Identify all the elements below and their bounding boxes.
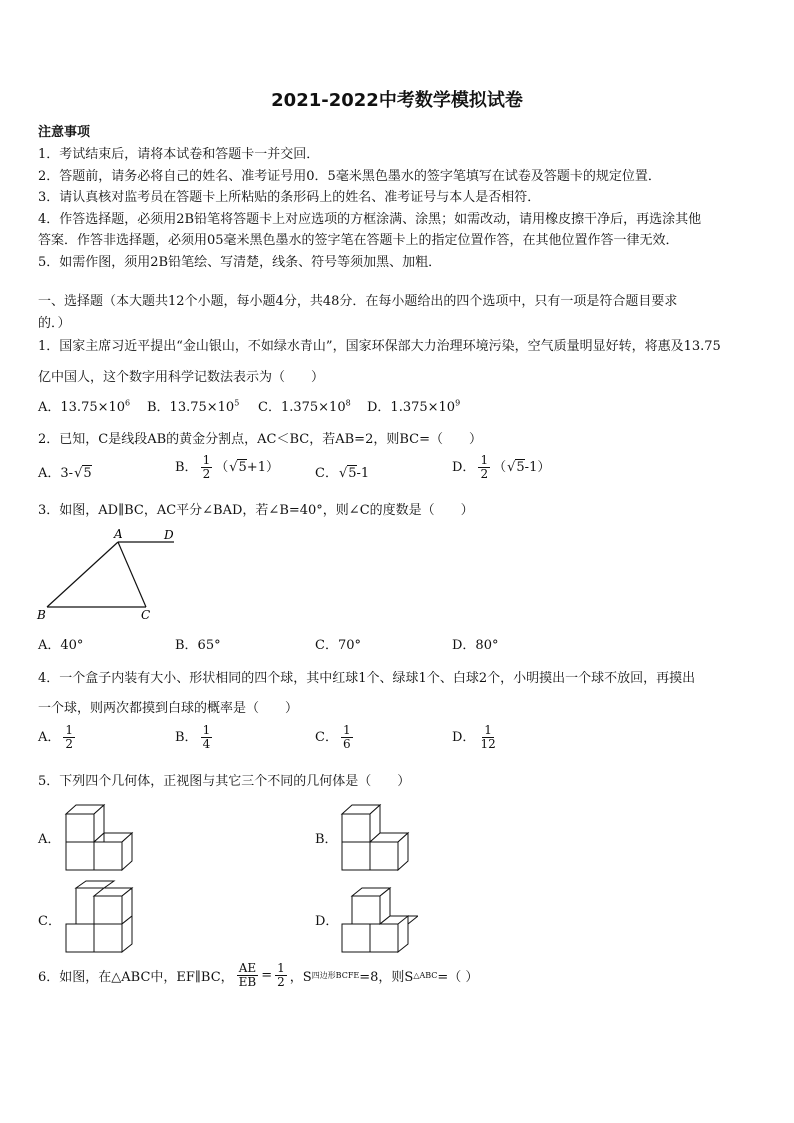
q1-stem-line2: 亿中国人，这个数字用科学记数法表示为（ ）: [38, 370, 325, 385]
q6-stem: 6．如图，在△ABC中，EF∥BC， $\frac{AE}{EB}$ = $\frac{1}{2}$ ，S 四边形BCFE =8，则S △ABC =（ ）: [38, 961, 479, 989]
q5-option-a-label[interactable]: A．: [38, 832, 61, 847]
q2-stem: 2．已知，C是线段AB的黄金分割点，AC＜BC，若AB=2，则BC=（ ）: [38, 432, 482, 447]
q5-figure-d: [338, 878, 418, 958]
notice-item-4: 4．作答选择题，必须用2B铅笔将答题卡上对应选项的方框涂满、涂黑；如需改动，请用橡皮擦干净后，再选涂其他: [38, 212, 702, 227]
section-heading-line1: 一、选择题（本大题共12个小题，每小题4分，共48分．在每小题给出的四个选项中，只有一项是符合题目要求: [38, 294, 678, 309]
q5-option-b-label[interactable]: B．: [315, 832, 338, 847]
q3-option-d[interactable]: D．80°: [452, 638, 499, 653]
q1-option-a[interactable]: A．$13.75\times 10^6$: [38, 398, 131, 415]
q3-label-a: A: [114, 527, 123, 541]
q5-stem: 5．下列四个几何体，正视图与其它三个不同的几何体是（ ）: [38, 774, 411, 789]
q2-option-d[interactable]: D． $\frac{1}{2}$ （√ 5-1）: [452, 454, 550, 481]
q4-option-d[interactable]: D． $\frac{1}{12}$: [452, 723, 496, 751]
q2-option-c[interactable]: C．√ 5-1: [315, 462, 369, 481]
q3-segment-ab: [47, 542, 118, 607]
q3-label-b: B: [37, 608, 46, 622]
q2-option-b[interactable]: B． $\frac{1}{2}$ （√ 5+1）: [175, 454, 279, 481]
q1-option-b[interactable]: B．$13.75\times 10^5$: [147, 398, 240, 415]
q3-segment-ac: [118, 542, 146, 607]
notice-item-5: 5．如需作图，须用2B铅笔绘、写清楚，线条、符号等须加黑、加粗．: [38, 255, 442, 270]
notice-item-3: 3．请认真核对监考员在答题卡上所粘贴的条形码上的姓名、准考证号与本人是否相符．: [38, 190, 541, 205]
q2-option-a[interactable]: A．3-√ 5: [38, 462, 92, 481]
q4-option-c[interactable]: C． $\frac{1}{6}$: [315, 723, 351, 751]
page-title: 2021-2022中考数学模拟试卷: [271, 90, 523, 111]
q3-option-b[interactable]: B．65°: [175, 638, 221, 653]
q5-figure-c: [62, 878, 142, 958]
q3-stem: 3．如图，AD∥BC，AC平分∠BAD，若∠B=40°，则∠C的度数是（ ）: [38, 503, 474, 518]
notice-heading: 注意事项: [38, 125, 91, 140]
notice-item-4-cont: 答案．作答非选择题，必须用05毫米黑色墨水的签字笔在答题卡上的指定位置作答，在其他位置作答一律无效．: [38, 233, 679, 248]
q3-label-c: C: [141, 608, 151, 622]
q3-option-a[interactable]: A．40°: [38, 638, 84, 653]
q5-option-c-label[interactable]: C．: [38, 914, 61, 929]
q3-option-c[interactable]: C．70°: [315, 638, 361, 653]
q3-label-d: D: [164, 528, 174, 542]
q1-stem-line1: 1．国家主席习近平提出“金山银山，不如绿水青山”，国家环保部大力治理环境污染，空气质量明显好转，将惠及13.75: [38, 339, 721, 354]
section-heading-line2: 的．）: [38, 316, 71, 331]
q5-figure-b: [338, 800, 418, 875]
q4-stem-line1: 4．一个盒子内装有大小、形状相同的四个球，其中红球1个、绿球1个、白球2个，小明摸出一个球不放回，再摸出: [38, 671, 696, 686]
q5-option-d-label[interactable]: D．: [315, 914, 339, 929]
q4-option-a[interactable]: A． $\frac{1}{2}$: [38, 723, 74, 751]
q4-stem-line2: 一个球，则两次都摸到白球的概率是（ ）: [38, 701, 299, 716]
q4-option-b[interactable]: B． $\frac{1}{4}$: [175, 723, 211, 751]
notice-item-1: 1．考试结束后，请将本试卷和答题卡一并交回．: [38, 147, 320, 162]
q1-option-c[interactable]: C．$1.375\times 10^8$: [258, 398, 351, 415]
q1-option-d[interactable]: D．$1.375\times 10^9$: [367, 398, 461, 415]
q5-figure-a: [62, 800, 142, 875]
q3-figure: [34, 525, 184, 625]
notice-item-2: 2．答题前，请务必将自己的姓名、准考证号用0．5毫米黑色墨水的签字笔填写在试卷及答题卡的规定位置．: [38, 169, 661, 184]
